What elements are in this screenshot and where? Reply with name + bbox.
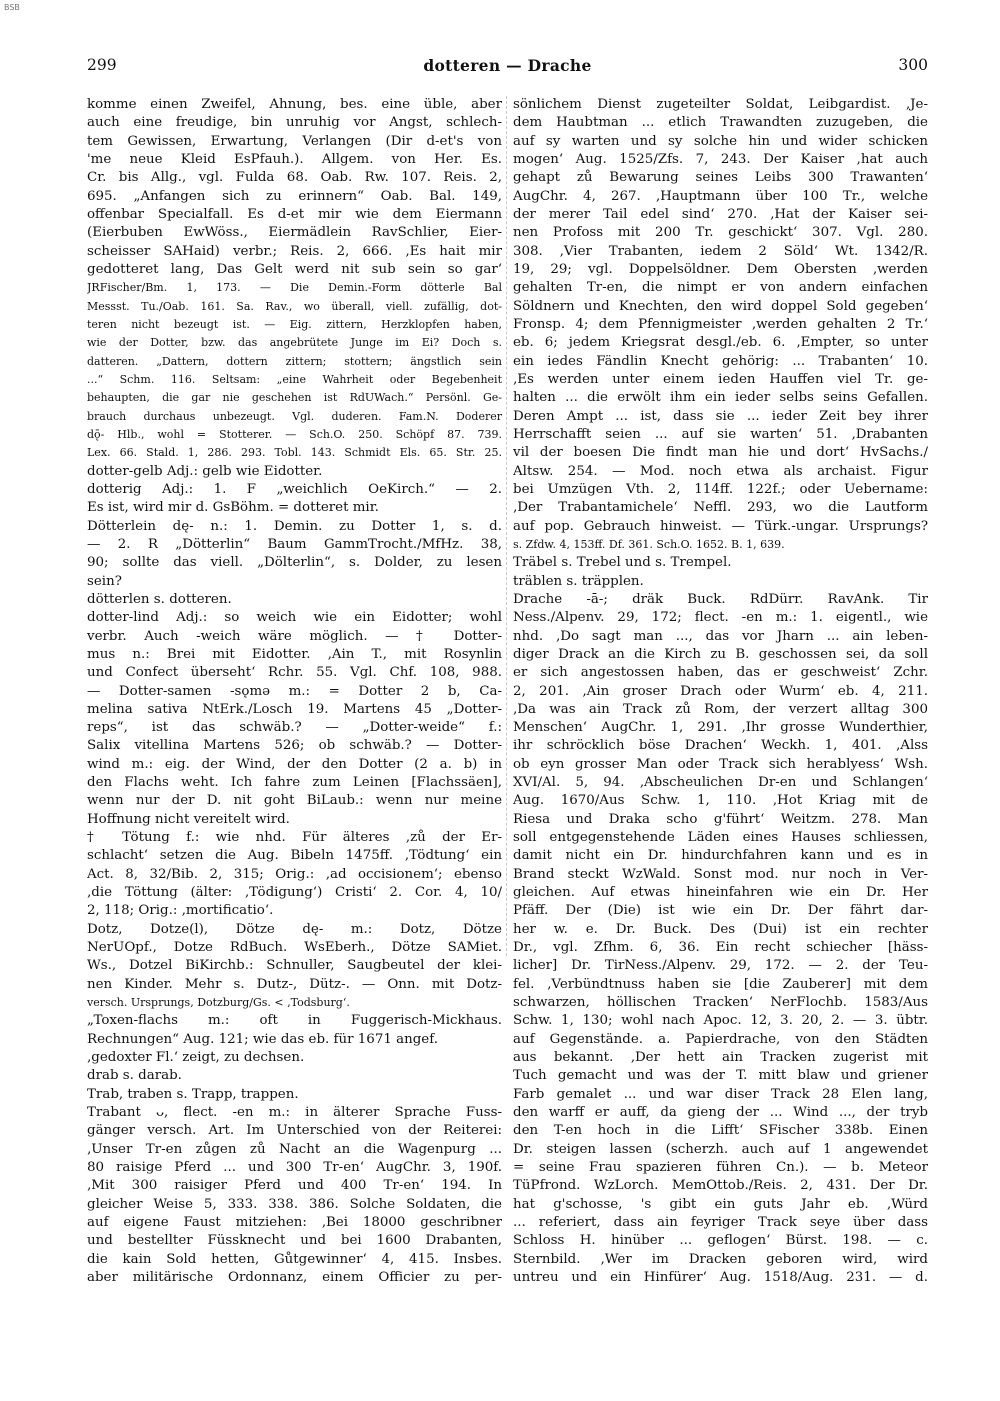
text-line: Fronsp. 4; dem Pfennigmeister ‚werden gehalten 2 Tr.‘ [513, 316, 928, 332]
text-line: Act. 8, 32/Bib. 2, 315; Orig.: ‚ad occisionem‘; ebenso [87, 866, 502, 882]
text-line: ‚die Töttung (älter: ‚Tödigung‘) Cristi‘ 2. Cor. 4, 10/ [87, 885, 502, 901]
text-line: her w. e. Dr. Buck. Des (Dui) ist ein rechter [513, 921, 928, 937]
text-line: 19, 29; vgl. Doppelsöldner. Dem Obersten ‚werden [513, 261, 928, 277]
text-line: ‚Der Trabantamichele‘ Neffl. 293, wo die Lautform [513, 500, 928, 516]
text-line: ‚Da was ain Track zů Rom, der verzert alltag 300 [513, 701, 928, 717]
text-line: Riesa und Draka scho g'führt‘ Weitzm. 278. Man [513, 811, 928, 827]
text-line: Salix vitellina Martens 526; ob schwäb.? — Dotter- [87, 738, 502, 754]
text-line: ‚gedoxter Fl.‘ zeigt, zu dechsen. [87, 1050, 305, 1066]
text-line: 2, 201. ‚Ain groser Drach oder Wurm‘ eb. 4, 211. [513, 683, 928, 699]
text-line: gehalten Tr-en, die nimpt er von andern einfachen [513, 280, 928, 296]
text-line: Aug. 1670/Aus Schw. 1, 110. ‚Hot Kriag mit de [513, 793, 928, 809]
text-line: ‚Unser Tr-en zůgen zů Nacht an die Wagenpurg ... [87, 1141, 502, 1157]
text-line: untreu und ein Hinfürer‘ Aug. 1518/Aug. 231. — d. [513, 1270, 928, 1285]
text-line: Sternbild. ‚Wer im Dracken geboren wird, wird [513, 1251, 928, 1267]
text-line: Messst. Tu./Oab. 161. Sa. Rav., wo überall, viell. zufällig, dot- [87, 299, 502, 313]
text-line: Schw. 1, 130; wohl nach Apoc. 12, 3. 20, 2. — 3. übtr. [513, 1013, 928, 1029]
text-line: hat g'schosse, 's gibt ein guts Jahr eb. ‚Würd [513, 1196, 928, 1212]
text-line: träblen s. träpplen. [513, 573, 644, 589]
text-line: auf eigene Faust mitziehen: ‚Bei 18000 geschribner [87, 1215, 502, 1231]
text-line: Herrschafft seien ... auf sie warten‘ 51. ‚Drabanten [513, 426, 928, 442]
text-line: aber militärische Ordonnanz, einem Officier zu per- [87, 1270, 502, 1285]
text-line: mogen‘ Aug. 1525/Zfs. 7, 243. Der Kaiser ‚hat auch [513, 151, 928, 167]
text-line: teren nicht bezeugt ist. — Eig. zittern, Herzklopfen haben, [87, 317, 502, 331]
text-line: er sich angestossen haben, das er geschweist‘ Zchr. [513, 665, 928, 681]
page-header [87, 56, 928, 78]
text-line: gleichen. Auf etwas hineinfahren wie ein Dr. Her [513, 885, 928, 901]
text-line: verbr. Auch -weich wäre möglich. — † Dotter- [87, 628, 502, 644]
text-line: und bestellter Füssknecht und bei 1600 Drabanten, [87, 1233, 502, 1249]
text-line: scheisser SAHaid) verbr.; Reis. 2, 666. ‚Es hait mir [87, 243, 502, 259]
text-line: AugChr. 4, 267. ‚Hauptmann über 100 Tr., welche [513, 188, 928, 204]
text-line: komme einen Zweifel, Ahnung, bes. eine üble, aber [87, 97, 502, 112]
text-line: Lex. 66. Stald. 1, 286. 293. Tobl. 143. Schmidt Els. 65. Str. 25. [87, 446, 502, 460]
text-line: Hoffnung nicht vereitelt wird. [87, 811, 290, 827]
text-line: Farb gemalet ... und war diser Track 28 Elen lang, [513, 1086, 928, 1102]
text-line: die kain Sold hetten, Gůtgewinner‘ 4, 415. Insbes. [87, 1251, 502, 1267]
text-line: damit nicht ein Dr. hindurchfahren kann und es in [513, 848, 928, 864]
text-line: = seine Frau spazieren führen Cn.). — b. Meteor [513, 1160, 928, 1176]
text-line: drab s. darab. [87, 1068, 182, 1084]
text-line: fel. ‚Verbündtnuss haben sie [die Zauberer] mit dem [513, 976, 928, 992]
text-line: 2, 118; Orig.: ‚mortificatio‘. [87, 903, 274, 919]
text-line: Schloss H. hinüber ... geflogen‘ Bürst. 198. — c. [513, 1233, 928, 1249]
column-divider [506, 96, 507, 956]
text-line: ob eyn grosser Man oder Track sich herablyess‘ Wsh. [513, 756, 928, 772]
text-line: behaupten, die gar nie geschehen ist RdUWach.“ Persönl. Ge- [87, 391, 502, 405]
text-line: Söldnern und Knechten, den wird doppel Sold gegeben‘ [513, 298, 928, 314]
text-line: Ws., Dotzel BiKirchb.: Schnuller, Saugbeutel der klei- [87, 958, 502, 974]
text-line: „Toxen-flachs m.: oft in Fuggerisch-Mickhaus. [87, 1013, 502, 1029]
text-line: versch. Ursprungs, Dotzburg/Gs. < ‚Todsburg‘. [87, 996, 350, 1010]
text-line: auf pop. Gebrauch hinweist. — Türk.-ungar. Ursprungs? [513, 518, 928, 534]
text-line: sönlichem Dienst zugeteilter Soldat, Leibgardist. ‚Je- [513, 97, 928, 112]
text-line: ein iedes Fändlin Knecht gehörig: ... Trabanten‘ 10. [513, 353, 928, 369]
text-line: soll entgegenstehende Läden eines Hauses schliessen, [513, 830, 928, 846]
text-line: Cr. bis Allg., vgl. Fulda 68. Oab. Rw. 107. Reis. 2, [87, 170, 502, 186]
text-line: den warff er auff, da gieng der ... Wind ..., der tryb [513, 1105, 928, 1121]
text-line: wind m.: eig. der Wind, der den Dotter (2 a. b) in [87, 756, 502, 772]
text-line: auf sy warten und sy solche hin und wider schicken [513, 133, 928, 149]
text-line: halten ... die erwölt ihm ein ieder selbs seins Gefallen. [513, 390, 928, 406]
text-line: Brand steckt WzWald. Sonst mod. nur noch in Ver- [513, 866, 928, 882]
text-line: † Tötung f.: wie nhd. Für älteres ‚zů der Er- [87, 830, 502, 846]
running-title: dotteren — Drache [423, 56, 592, 75]
text-line: TüPfrond. WzLorch. MemOttob./Reis. 2, 431. Der Dr. [513, 1178, 928, 1194]
text-line: und Confect überseht‘ Rchr. 55. Vgl. Chf. 108, 988. [87, 665, 502, 681]
text-line: Menschen‘ AugChr. 1, 291. ‚Ihr grosse Wunderthier, [513, 720, 928, 736]
text-line: 'me neue Kleid EsPfauh.). Allgem. von Her. Es. [87, 151, 502, 167]
text-line: Trabant ᴗ, flect. -en m.: in älterer Sprache Fuss- [87, 1105, 502, 1121]
text-line: Es ist, wird mir d. GsBöhm. = dotteret mir. [87, 500, 379, 516]
text-line: Träbel s. Trebel und s. Trempel. [513, 555, 732, 571]
text-line: Deren Ampt ... ist, dass sie ... ieder Zeit bey ihrer [513, 408, 928, 424]
text-line: Pfäff. Der (Die) ist wie ein Dr. Der fährt dar- [513, 903, 928, 919]
text-line: ... referiert, dass ain feyriger Track seye über dass [513, 1215, 928, 1231]
text-line: reps“, ist das schwäb.? — „Dotter-weide“ f.: [87, 720, 502, 736]
text-line: auch eine freudige, bin unruhig vor Angst, schlech- [87, 115, 502, 131]
text-line: brauch durchaus unbezeugt. Vgl. duderen. Fam.N. Doderer [87, 409, 502, 423]
text-line: Dötterlein dę- n.: 1. Demin. zu Dotter 1, s. d. [87, 518, 502, 534]
text-line: 695. „Anfangen sich zu erinnern“ Oab. Bal. 149, [87, 188, 502, 204]
text-line: dotter-lind Adj.: so weich wie ein Eidotter; wohl [87, 610, 502, 626]
text-line: Altsw. 254. — Mod. noch etwa als archaist. Figur [513, 463, 928, 479]
text-line: gedotteret lang, Das Gelt werd nit sub sein so gar‘ [87, 261, 502, 277]
text-line: nhd. ‚Do sagt man ..., das vor Jharn ... ain leben- [513, 628, 928, 644]
text-line: dotter-gelb Adj.: gelb wie Eidotter. [87, 463, 323, 479]
text-line: JRFischer/Bm. 1, 173. — Die Demin.-Form dötterle Bal [87, 281, 502, 295]
page-number-right: 300 [898, 56, 928, 74]
text-line: melina sativa NtErk./Losch 19. Martens 45 „Dotter- [87, 701, 502, 717]
right-column [513, 96, 928, 1287]
text-line: Dotz, Dotze(l), Dötze dę- m.: Dotz, Dötze [87, 921, 502, 937]
text-line: bei Umzügen Vth. 2, 114ff. 122f.; oder Uebername: [513, 481, 928, 497]
text-line: sein? [87, 573, 122, 589]
text-line: Ness./Alpenv. 29, 172; flect. -en m.: 1. eigentl., wie [513, 610, 928, 626]
text-line: ‚Es werden unter einem ieden Hauffen viel Tr. ge- [513, 371, 928, 387]
text-line: schlacht‘ setzen die Aug. Bibeln 1475ff. ‚Tödtung‘ ein [87, 848, 502, 864]
text-line: ihr schröcklich böse Drachen‘ Weckh. 1, 401. ‚Alss [513, 738, 928, 754]
page-number-left: 299 [87, 56, 117, 74]
text-line: ‚Mit 300 raisiger Pferd und 400 Tr-en‘ 194. In [87, 1178, 502, 1194]
text-line: den T-en hoch in die Lifft‘ SFischer 338b. Einen [513, 1123, 928, 1139]
text-line: Rechnungen“ Aug. 121; wie das eb. für 1671 angef. [87, 1031, 438, 1047]
text-line: Tuch gemacht und was der T. mitt blaw und griener [513, 1068, 928, 1084]
text-line: Dr., vgl. Zfhm. 6, 36. Ein recht schiecher [häss- [513, 940, 928, 956]
text-line: wenn nur der D. nit goht BiLaub.: wenn nur meine [87, 793, 502, 809]
text-line: tem Gewissen, Erwartung, Verlangen (Dir d-et's von [87, 133, 502, 149]
text-line: der merer Tail edel sind‘ 270. ‚Hat der Kaiser sei- [513, 206, 928, 222]
text-line: dötterlen s. dotteren. [87, 591, 232, 607]
text-line: Dr. steigen lassen (scherzh. auch auf 1 angewendet [513, 1141, 928, 1157]
text-line: schwarzen, höllischen Tracken‘ NerFlochb. 1583/Aus [513, 995, 928, 1011]
text-line: (Eierbuben EwWöss., Eiermädlein RavSchlier, Eier- [87, 225, 502, 241]
text-line: dotterig Adj.: 1. F „weichlich OeKirch.“ — 2. [87, 481, 502, 497]
text-line: auf Gegenstände. a. Papierdrache, von den Städten [513, 1031, 928, 1047]
text-line: dem Haubtman ... etlich Trawandten zuzugeben, die [513, 115, 928, 131]
text-line: gänger versch. Art. Im Unterschied von der Reiterei: [87, 1123, 502, 1139]
text-line: ...“ Schm. 116. Seltsam: „eine Wahrheit oder Begebenheit [87, 372, 502, 386]
text-line: XVI/Al. 5, 94. ‚Abscheulichen Dr-en und Schlangen‘ [513, 775, 928, 791]
text-line: Trab, traben s. Trapp, trappen. [87, 1086, 299, 1102]
text-line: licher] Dr. TirNess./Alpenv. 29, 172. — 2. der Teu- [513, 958, 928, 974]
text-line: wie der Dotter, bzw. das angebrütete Junge im Ei? Doch s. [87, 336, 502, 350]
library-stamp: BSB [4, 3, 20, 12]
text-line: nen Kinder. Mehr s. Dutz-, Dütz-. — Onn. mit Dotz- [87, 976, 502, 992]
text-line: 80 raisige Pferd ... und 300 Tr-en‘ AugChr. 3, 190f. [87, 1160, 502, 1176]
text-line: datteren. „Dattern, dottern zittern; stottern; ängstlich sein [87, 354, 502, 368]
text-line: vil der boesen Die findt man hie und dort‘ HvSachs./ [513, 445, 928, 461]
text-line: gleicher Weise 5, 333. 338. 386. Solche Soldaten, die [87, 1196, 502, 1212]
text-line: mus n.: Brei mit Eidotter. ‚Ain T., mit Rosynlin [87, 646, 502, 662]
text-line: diger Drack an die Kirch zu B. geschossen sei, da soll [513, 646, 928, 662]
text-line: nen Profoss mit 200 Tr. geschickt‘ 307. Vgl. 280. [513, 225, 928, 241]
text-line: aus bekannt. ‚Der hett ain Tracken zugerist mit [513, 1050, 928, 1066]
text-line: gehapt zů Bewarung seines Leibs 300 Trawanten‘ [513, 170, 928, 186]
text-line: offenbar Specialfall. Es d-et mir wie dem Eiermann [87, 206, 502, 222]
text-line: NerUOpf., Dotze RdBuch. WsEberh., Dötze SAMiet. [87, 940, 502, 956]
text-line: — 2. R „Dötterlin“ Baum GammTrocht./MfHz. 38, [87, 536, 502, 552]
text-line: s. Zfdw. 4, 153ff. Df. 361. Sch.O. 1652. B. 1, 639. [513, 537, 785, 551]
text-line: 90; sollte das viell. „Dölterlin“, s. Dolder, zu lesen [87, 555, 502, 571]
text-line: — Dotter-samen -sǫmǝ m.: = Dotter 2 b, Ca- [87, 683, 502, 699]
text-line: 308. ‚Vier Trabanten, iedem 2 Söld‘ Wt. 1342/R. [513, 243, 928, 259]
left-column [87, 96, 502, 1287]
text-line: den Flachs weht. Ich fahre zum Leinen [Flachssäen], [87, 775, 502, 791]
text-line: dǭ- Hlb., wohl = Stotterer. — Sch.O. 250. Schöpf 87. 739. [87, 427, 502, 441]
text-line: Drache -ā-; dräk Buck. RdDürr. RavAnk. Tir [513, 591, 928, 607]
text-line: eb. 6; jedem Kriegsrat desgl./eb. 6. ‚Empter, so unter [513, 335, 928, 351]
